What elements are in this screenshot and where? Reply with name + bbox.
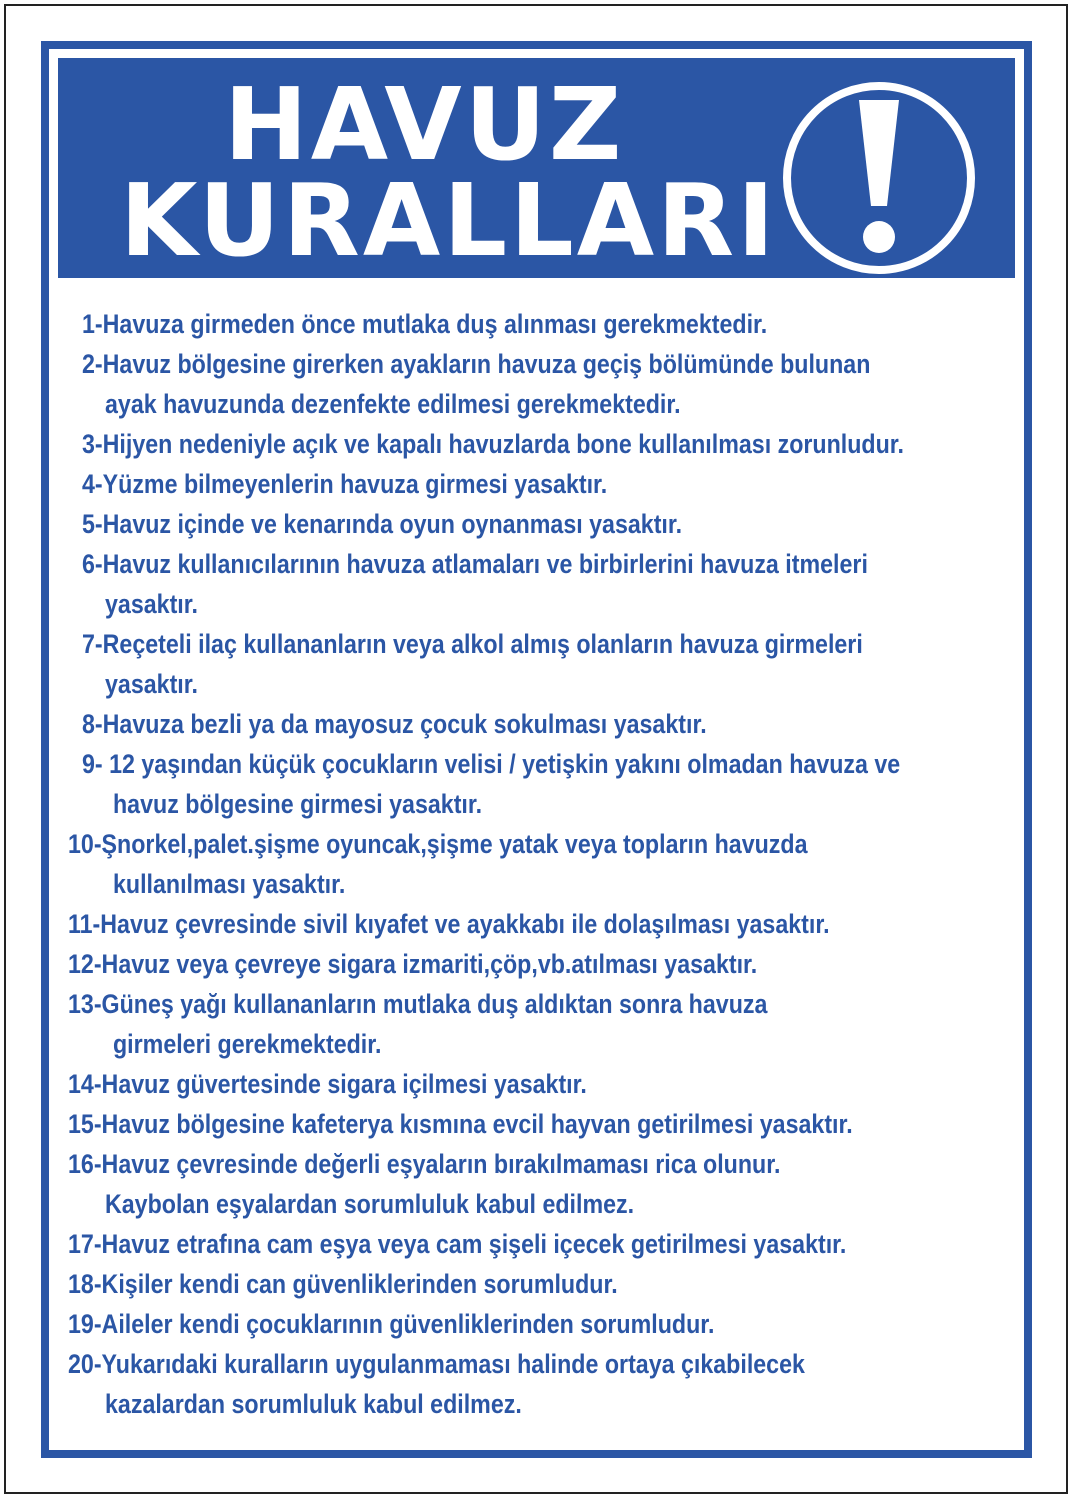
rule-line: 8-Havuza bezli ya da mayosuz çocuk sokulması yasaktır. bbox=[82, 709, 707, 739]
title-line-2: KURALLARI bbox=[120, 162, 778, 279]
exclamation-circle-icon bbox=[781, 80, 977, 276]
rule-line: 7-Reçeteli ilaç kullananların veya alkol almış olanların havuza girmeleri bbox=[82, 629, 863, 659]
rule-line: girmeleri gerekmektedir. bbox=[113, 1029, 382, 1059]
rule-line: 1-Havuza girmeden önce mutlaka duş alınması gerekmektedir. bbox=[82, 309, 768, 339]
rule-line: kullanılması yasaktır. bbox=[113, 869, 346, 899]
rule-line: 17-Havuz etrafına cam eşya veya cam şişeli içecek getirilmesi yasaktır. bbox=[68, 1229, 847, 1259]
sign-header bbox=[58, 58, 1015, 278]
rule-line: yasaktır. bbox=[105, 669, 198, 699]
rule-line: kazalardan sorumluluk kabul edilmez. bbox=[105, 1389, 522, 1419]
rule-line: 10-Şnorkel,palet.şişme oyuncak,şişme yatak veya topların havuzda bbox=[68, 829, 808, 859]
rule-line: 3-Hijyen nedeniyle açık ve kapalı havuzlarda bone kullanılması zorunludur. bbox=[82, 429, 904, 459]
rule-line: 14-Havuz güvertesinde sigara içilmesi yasaktır. bbox=[68, 1069, 587, 1099]
rule-line: Kaybolan eşyalardan sorumluluk kabul edilmez. bbox=[105, 1189, 635, 1219]
rule-line: 13-Güneş yağı kullananların mutlaka duş aldıktan sonra havuza bbox=[68, 989, 768, 1019]
rule-line: 9- 12 yaşından küçük çocukların velisi / yetişkin yakını olmadan havuza ve bbox=[82, 749, 901, 779]
title-line-1: HAVUZ bbox=[224, 66, 625, 183]
rule-line: 18-Kişiler kendi can güvenliklerinden sorumludur. bbox=[68, 1269, 618, 1299]
rule-line: 5-Havuz içinde ve kenarında oyun oynanması yasaktır. bbox=[82, 509, 683, 539]
rule-line: yasaktır. bbox=[105, 589, 198, 619]
rule-line: ayak havuzunda dezenfekte edilmesi gerekmektedir. bbox=[105, 389, 681, 419]
rule-line: 16-Havuz çevresinde değerli eşyaların bırakılmaması rica olunur. bbox=[68, 1149, 781, 1179]
rule-line: 20-Yukarıdaki kuralların uygulanmaması halinde ortaya çıkabilecek bbox=[68, 1349, 805, 1379]
rule-line: 11-Havuz çevresinde sivil kıyafet ve ayakkabı ile dolaşılması yasaktır. bbox=[68, 909, 830, 939]
rule-line: 6-Havuz kullanıcılarının havuza atlamaları ve birbirlerini havuza itmeleri bbox=[82, 549, 868, 579]
rule-line: 19-Aileler kendi çocuklarının güvenliklerinden sorumludur. bbox=[68, 1309, 715, 1339]
rule-line: 4-Yüzme bilmeyenlerin havuza girmesi yasaktır. bbox=[82, 469, 608, 499]
rule-line: 15-Havuz bölgesine kafeterya kısmına evcil hayvan getirilmesi yasaktır. bbox=[68, 1109, 853, 1139]
rule-line: 2-Havuz bölgesine girerken ayakların havuza geçiş bölümünde bulunan bbox=[82, 349, 871, 379]
rule-line: 12-Havuz veya çevreye sigara izmariti,çöp,vb.atılması yasaktır. bbox=[68, 949, 758, 979]
rule-line: havuz bölgesine girmesi yasaktır. bbox=[113, 789, 483, 819]
